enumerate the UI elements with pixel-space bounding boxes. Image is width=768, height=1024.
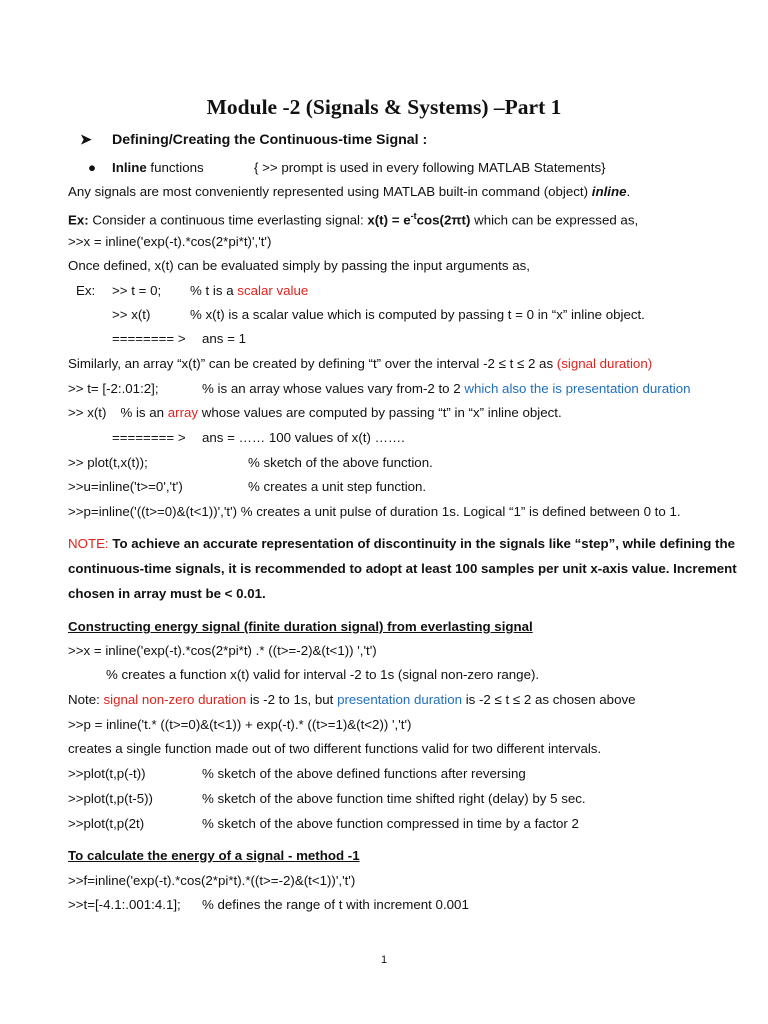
page-number: 1 [380, 954, 388, 966]
arrow-bullet-icon: ➤ [80, 131, 92, 147]
code-line: >> x(t) % is an array whose values are computed by passing “t” in “x” inline object. [68, 405, 562, 420]
section-heading-energy-signal: Constructing energy signal (finite duration signal) from everlasting signal [68, 619, 533, 634]
note-line: chosen in array must be < 0.01. [68, 586, 266, 601]
text-line: creates a single function made out of two different functions valid for two different intervals. [68, 741, 602, 756]
note-line: NOTE: To achieve an accurate representation of discontinuity in the signals like “step”, while defining the [68, 536, 735, 551]
code-line: >>x = inline('exp(-t).*cos(2*pi*t)','t') [68, 234, 272, 249]
text-line: Note: signal non-zero duration is -2 to 1s, but presentation duration is -2 ≤ t ≤ 2 as chosen above [68, 692, 636, 707]
code-line: >>x = inline('exp(-t).*cos(2*pi*t) .* ((t>=-2)&(t<1)) ','t') [68, 643, 377, 658]
section-heading-energy-method: To calculate the energy of a signal - method -1 [68, 848, 360, 863]
text-line: Once defined, x(t) can be evaluated simply by passing the input arguments as, [68, 258, 530, 273]
text-line: Any signals are most conveniently represented using MATLAB built-in command (object) inline. [68, 184, 631, 199]
page-title: Module -2 (Signals & Systems) –Part 1 [206, 95, 562, 119]
text-line: Similarly, an array “x(t)” can be created by defining “t” over the interval -2 ≤ t ≤ 2 as (signal duration) [68, 356, 653, 371]
code-line: >>f=inline('exp(-t).*cos(2*pi*t).*((t>=-2)&(t<1))','t') [68, 873, 356, 888]
note-line: continuous-time signals, it is recommended to adopt at least 100 samples per unit x-axis value. Increment [68, 561, 737, 576]
code-line: >>p = inline('t.* ((t>=0)&(t<1)) + exp(-t).* ((t>=1)&(t<2)) ','t') [68, 717, 412, 732]
code-line: >>p=inline('((t>=0)&(t<1))','t') % creates a unit pulse of duration 1s. Logical “1” is defined between 0 to 1. [68, 504, 681, 519]
text-line: Ex: Consider a continuous time everlasting signal: $x(t) = e^{-t}\cos(2\pi t)$ which can be expressed as, [68, 211, 639, 228]
bullet-dot-icon: ● [88, 160, 97, 175]
section-heading-continuous-signal: ➤ Defining/Creating the Continuous-time Signal : [80, 131, 428, 148]
